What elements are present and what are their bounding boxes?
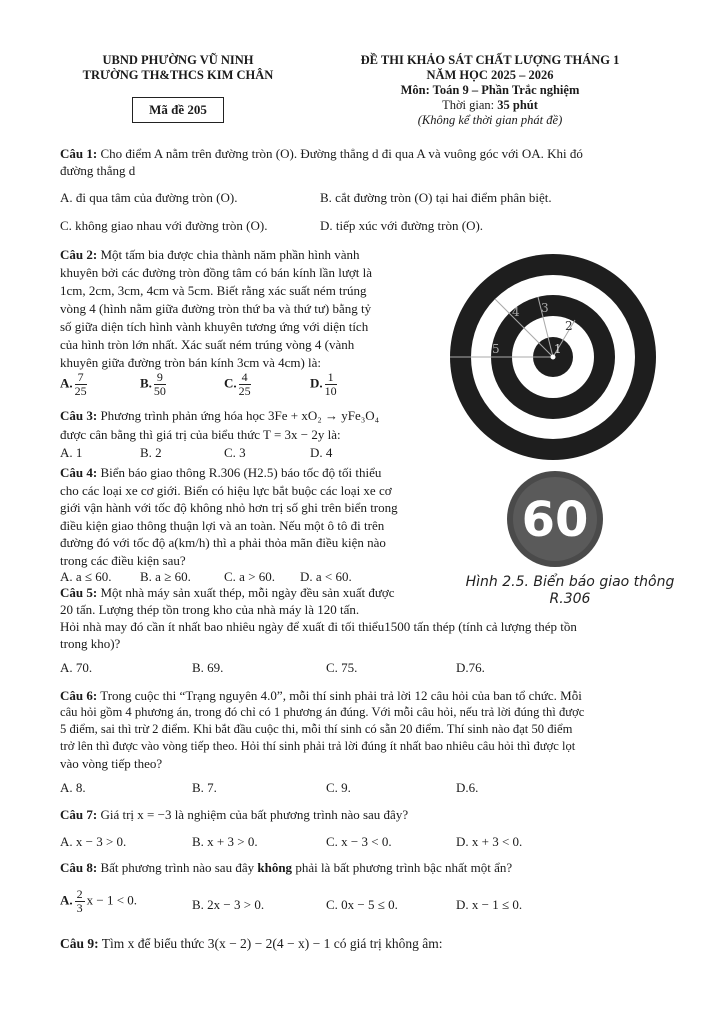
q7-line: Câu 7: Giá trị x = −3 là nghiệm của bất phương trình nào sau đây? xyxy=(60,807,409,822)
q5-line4: trong kho)? xyxy=(60,636,121,651)
q5-line1: Câu 5: Một nhà máy sản xuất thép, mỗi ngày đều sản xuất được xyxy=(60,585,395,600)
q8-option-a: A. $\frac{2}{3}$ x − 1 < 0. xyxy=(60,887,138,915)
q1-option-a: A. đi qua tâm của đường tròn (O). xyxy=(60,190,238,205)
q5-option-b: B. 69. xyxy=(192,660,224,675)
q7-option-b: B. x + 3 > 0. xyxy=(192,834,258,849)
q8-option-b: B. 2x − 3 > 0. xyxy=(192,897,265,912)
header-left xyxy=(62,53,294,83)
school-year: NĂM HỌC 2025 – 2026 xyxy=(426,68,554,82)
q1-option-b: B. cắt đường tròn (O) tại hai điểm phân biệt. xyxy=(320,190,552,205)
q6-option-b: B. 7. xyxy=(192,780,217,795)
q7-option-a: A. x − 3 > 0. xyxy=(60,834,127,849)
speed-sign-r306 xyxy=(506,470,604,568)
duration-note: (Không kể thời gian phát đề) xyxy=(417,113,563,127)
q6-option-c: C. 9. xyxy=(326,780,351,795)
q4-option-c: C. a > 60. xyxy=(224,569,276,584)
q1-option-d: D. tiếp xúc với đường tròn (O). xyxy=(320,218,484,233)
q5-line2: 20 tấn. Lượng thép tồn trong kho của nhà máy là 120 tấn. xyxy=(60,602,360,617)
q1-line1: Câu 1: Cho điểm A nằm trên đường tròn (O). Đường thẳng d đi qua A và vuông góc với OA. Khi đó xyxy=(60,146,583,161)
q4-option-d: D. a < 60. xyxy=(300,569,352,584)
school-name: TRƯỜNG TH&THCS KIM CHÂN xyxy=(82,68,274,82)
q3-option-c: C. 3 xyxy=(224,445,246,460)
q8-option-d: D. x − 1 ≤ 0. xyxy=(456,897,523,912)
q5-option-a: A. 70. xyxy=(60,660,93,675)
q5-option-c: C. 75. xyxy=(326,660,358,675)
subject: Môn: Toán 9 – Phần Trắc nghiệm xyxy=(400,83,580,97)
label-5: 5 xyxy=(492,342,500,356)
q6-option-a: A. 8. xyxy=(60,780,86,795)
ward-name: UBND PHƯỜNG VŨ NINH xyxy=(102,53,254,67)
q2-option-a: A. $\frac{7}{25}$ xyxy=(60,370,87,398)
q1-line2: đường thẳng d xyxy=(60,163,136,178)
q2-text: Câu 2: Một tấm bia được chia thành năm phần hình vành khuyên bởi các đường tròn đồng tâm có bán kính lần lượt là 1cm, 2cm, 3cm, 4cm và 5cm. Biết rằng xác suất ném trúng vòng 4 (hình nằm giữa đường tròn thứ ba và thứ tư) bằng tỷ số giữa diện tích hình vành khuyên tương ứng với diện tích của hình tròn lớn nhất. Xác suất ném trúng vòng 4 (vành khuyên giữa đường tròn bán kính 3cm và 4cm) là: xyxy=(60,247,372,370)
q5-option-d: D.76. xyxy=(456,660,485,675)
q3-option-b: B. 2 xyxy=(140,445,162,460)
label-1: 1 xyxy=(554,342,562,356)
label-2: 2 xyxy=(565,319,573,333)
q3-option-d: D. 4 xyxy=(310,445,333,460)
q4-option-a: A. a ≤ 60. xyxy=(60,569,112,584)
exam-code-box: Mã đề 205 xyxy=(132,97,224,123)
sign-caption: Hình 2.5. Biển báo giao thông R.306 xyxy=(465,574,675,607)
q3-line1: Câu 3: Phương trình phản ứng hóa học 3Fe + xO₂ → yFe₃O₄ xyxy=(60,408,380,423)
q1-option-c: C. không giao nhau với đường tròn (O). xyxy=(60,218,268,233)
q7-option-d: D. x + 3 < 0. xyxy=(456,834,523,849)
q2-option-b: B. $\frac{9}{50}$ xyxy=(140,370,166,398)
q4-text: Câu 4: Biển báo giao thông R.306 (H2.5) báo tốc độ tối thiểu cho các loại xe cơ giới. Biển có hiệu lực bắt buộc các loại xe cơ giới vận hành với tốc độ không nhỏ hơn trị số ghi trên biển trong điều kiện giao thông thuận lợi và an toàn. Nếu một ô tô đi trên đường đó với tốc độ a(km/h) thì a phải thỏa mãn điều kiện nào trong các điều kiện sau? xyxy=(60,465,398,568)
q5-line3: Hỏi nhà may đó cần ít nhất bao nhiêu ngày để xuất đi tối thiểu1500 tấn thép (tính cả lượng thép tồn xyxy=(60,619,577,634)
target-image xyxy=(448,252,658,462)
sign-speed-value: 60 xyxy=(521,492,589,548)
duration: Thời gian: 35 phút xyxy=(442,98,538,112)
q6-text: Câu 6: Trong cuộc thi “Trạng nguyên 4.0”, mỗi thí sinh phải trả lời 12 câu hỏi của ban tổ chức. Mỗi câu hỏi gồm 4 phương án, trong đó chỉ có 1 phương án đúng. Với mỗi câu hỏi, nếu trả lời đúng thì được 5 điểm, sai thì trừ 2 điểm. Khi bắt đầu cuộc thi, mỗi thí sinh có sẵn 20 điểm. Thí sinh nào đạt 50 điểm trở lên thì được vào vòng tiếp theo. Hỏi thí sinh phải trả lời đúng ít nhất bao nhiêu câu hỏi thì được lọt vào vòng tiếp theo? xyxy=(60,688,585,771)
q9-line: Câu 9: Tìm x để biểu thức 3(x − 2) − 2(4 − x) − 1 có giá trị không âm: xyxy=(60,936,443,951)
q3-line2: được cân bằng thì giá trị của biểu thức T = 3x − 2y là: xyxy=(60,427,341,442)
q7-option-c: C. x − 3 < 0. xyxy=(326,834,392,849)
q8-option-c: C. 0x − 5 ≤ 0. xyxy=(326,897,398,912)
exam-title: ĐỀ THI KHẢO SÁT CHẤT LƯỢNG THÁNG 1 xyxy=(360,53,620,67)
q2-option-d: D. $\frac{1}{10}$ xyxy=(310,370,337,398)
q8-line: Câu 8: Bất phương trình nào sau đây không phải là bất phương trình bậc nhất một ẩn? xyxy=(60,860,513,875)
label-4: 4 xyxy=(512,305,520,319)
q4-option-b: B. a ≥ 60. xyxy=(140,569,191,584)
q3-option-a: A. 1 xyxy=(60,445,83,460)
q2-option-c: C. $\frac{4}{25}$ xyxy=(224,370,251,398)
label-3: 3 xyxy=(541,301,549,315)
q6-option-d: D.6. xyxy=(456,780,479,795)
header-right xyxy=(325,53,655,128)
